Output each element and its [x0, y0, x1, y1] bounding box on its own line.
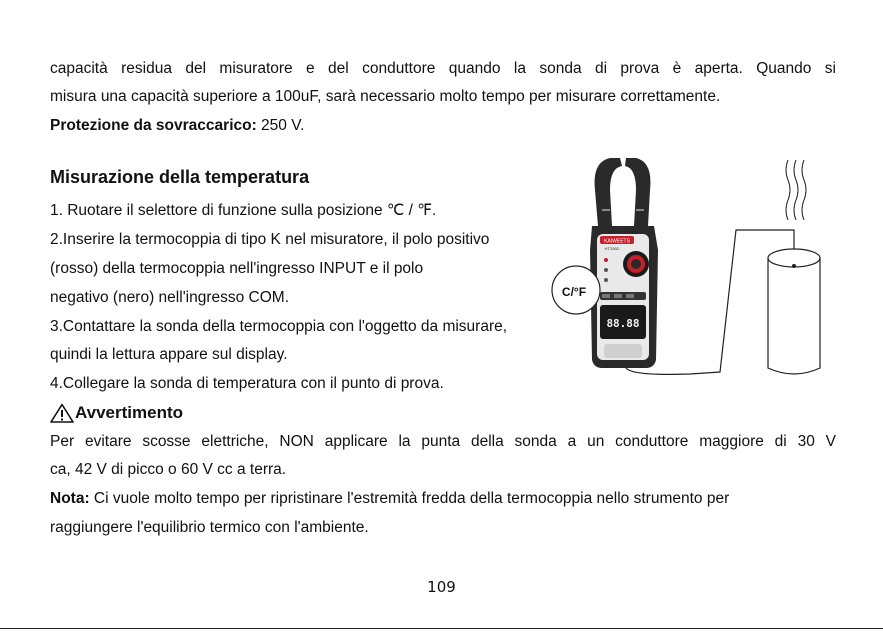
step-line-2: 2.Inserire la termocoppia di tipo K nel misuratore, il polo positivo	[50, 231, 490, 248]
heat-waves	[786, 160, 806, 220]
note-label: Nota:	[50, 490, 90, 507]
meter-brand: KAIWEETS	[604, 238, 630, 245]
overload-label: Protezione da sovraccarico:	[50, 117, 257, 134]
step-line-5: 3.Contattare la sonda della termocoppia con l'oggetto da misurare,	[50, 318, 508, 335]
warning-line-1: Per evitare scosse elettriche, NON applicare la punta della sonda a un conduttore maggiore di 30 V	[50, 433, 836, 450]
page-number: 109	[427, 578, 456, 596]
note-line-1	[50, 489, 729, 509]
clamp-jaws	[595, 158, 651, 226]
step-line-7: 4.Collegare la sonda di temperatura con il punto di prova.	[50, 375, 444, 392]
function-position-callout	[552, 266, 600, 314]
overload-protection	[50, 116, 304, 136]
temperature-heading: Misurazione della temperatura	[50, 167, 310, 187]
meter-display-reading: 88.88	[606, 317, 640, 330]
meter-model: HT206D	[604, 246, 620, 251]
intro-line-2: misura una capacità superiore a 100uF, sarà necessario molto tempo per misurare correttamente.	[50, 88, 721, 105]
overload-value: 250 V.	[256, 117, 305, 134]
bottom-rule	[0, 628, 883, 629]
clamp-meter-illustration	[540, 150, 840, 380]
step-line-1: 1. Ruotare il selettore di funzione sulla posizione ℃ / ℉.	[50, 202, 437, 219]
note-line-2: raggiungere l'equilibrio termico con l'ambiente.	[50, 519, 369, 536]
warning-triangle-icon	[50, 403, 74, 423]
heated-object-vessel	[768, 249, 820, 374]
warning-line-2: ca, 42 V di picco o 60 V cc a terra.	[50, 461, 287, 478]
note-text-1: Ci vuole molto tempo per ripristinare l'estremità fredda della termocoppia nello strumento per	[89, 490, 730, 507]
step-line-3: (rosso) della termocoppia nell'ingresso INPUT e il polo	[50, 260, 424, 277]
warning-heading-text: Avvertimento	[75, 403, 184, 422]
function-position-label: C/°F	[561, 285, 587, 299]
intro-line-1: capacità residua del misuratore e del conduttore quando la sonda di prova è aperta. Quando si	[50, 60, 836, 77]
step-line-6: quindi la lettura appare sul display.	[50, 346, 288, 363]
warning-heading	[50, 402, 183, 424]
meter-body	[590, 226, 658, 368]
step-line-4: negativo (nero) nell'ingresso COM.	[50, 289, 290, 306]
